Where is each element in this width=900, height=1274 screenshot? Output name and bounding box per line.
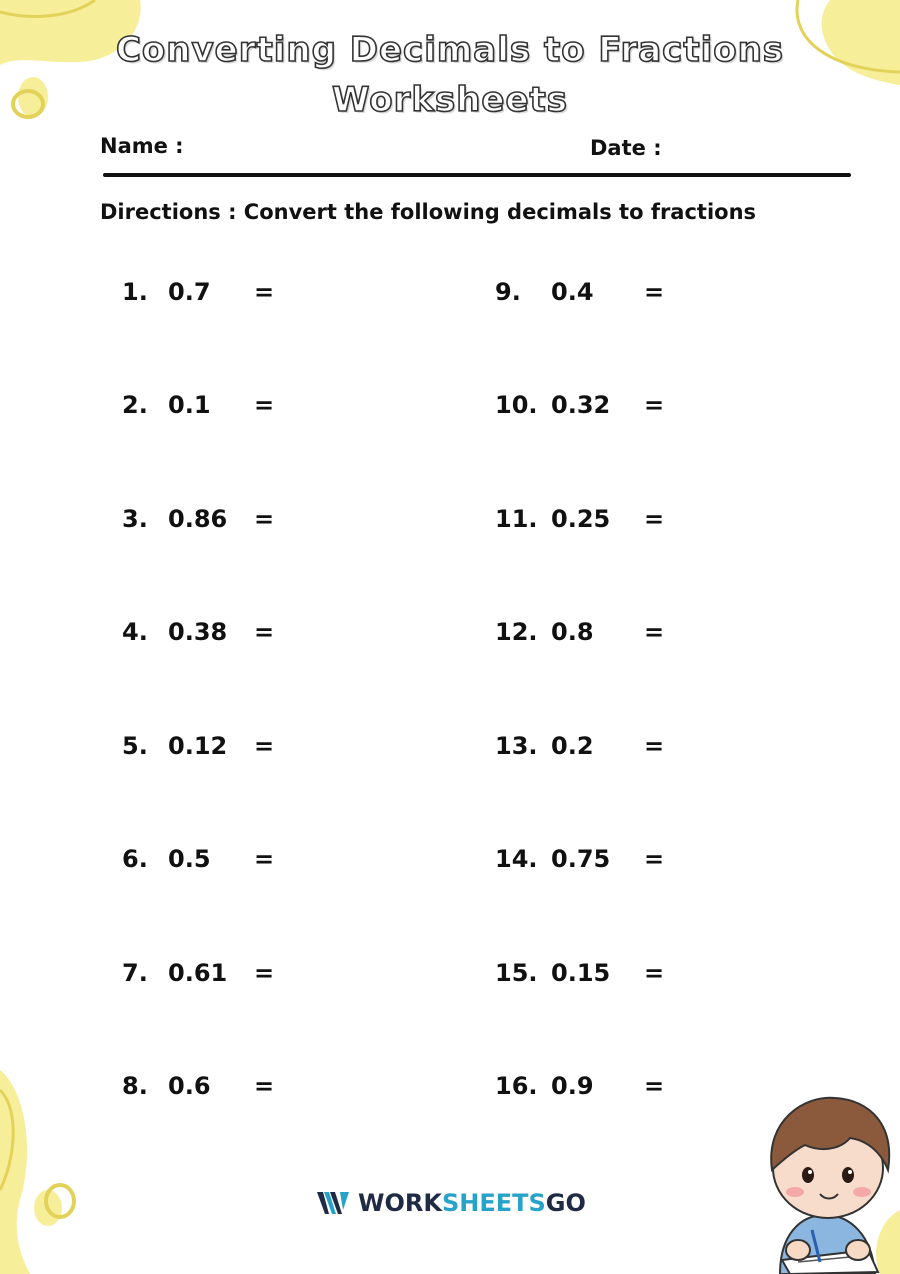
problem-decimal: 0.6	[168, 1072, 211, 1100]
problem-equals: =	[644, 278, 665, 306]
problem-decimal: 0.4	[551, 278, 594, 306]
problem-equals: =	[644, 1072, 665, 1100]
problem-decimal: 0.7	[168, 278, 211, 306]
problem-item	[122, 1072, 322, 1102]
worksheet-title-line2: Worksheets	[331, 80, 569, 120]
worksheet-title-line1: Converting Decimals to Fractions	[115, 30, 785, 70]
problem-item	[122, 391, 322, 421]
problem-number: 11.	[495, 505, 538, 533]
problem-decimal: 0.1	[168, 391, 211, 419]
problem-item	[495, 618, 695, 648]
problem-number: 14.	[495, 845, 538, 873]
problem-item	[122, 278, 322, 308]
problem-decimal: 0.2	[551, 732, 594, 760]
directions-text: Directions : Convert the following decimals to fractions	[100, 200, 757, 224]
problem-decimal: 0.8	[551, 618, 594, 646]
header-rule	[103, 173, 851, 177]
problem-item	[122, 618, 322, 648]
problem-equals: =	[254, 505, 275, 533]
problem-number: 10.	[495, 391, 538, 419]
problem-item	[122, 959, 322, 989]
problem-equals: =	[254, 959, 275, 987]
problem-equals: =	[254, 732, 275, 760]
problem-decimal: 0.25	[551, 505, 611, 533]
problem-equals: =	[254, 391, 275, 419]
problem-item	[495, 1072, 695, 1102]
problem-decimal: 0.61	[168, 959, 228, 987]
problem-number: 12.	[495, 618, 538, 646]
problem-equals: =	[644, 618, 665, 646]
name-label: Name :	[100, 134, 184, 158]
problem-decimal: 0.12	[168, 732, 228, 760]
problem-decimal: 0.32	[551, 391, 611, 419]
problem-decimal: 0.38	[168, 618, 228, 646]
bottom-left-decoration	[0, 1060, 90, 1274]
problem-number: 5.	[122, 732, 148, 760]
problem-item	[495, 845, 695, 875]
worksheetsgo-logo	[316, 1185, 586, 1221]
problem-item	[495, 278, 695, 308]
problem-number: 6.	[122, 845, 148, 873]
problem-decimal: 0.75	[551, 845, 611, 873]
problem-decimal: 0.5	[168, 845, 211, 873]
problem-item	[122, 845, 322, 875]
problem-equals: =	[644, 391, 665, 419]
problem-equals: =	[254, 845, 275, 873]
problem-number: 8.	[122, 1072, 148, 1100]
problem-number: 1.	[122, 278, 148, 306]
problem-number: 7.	[122, 959, 148, 987]
problem-item	[495, 959, 695, 989]
problem-number: 4.	[122, 618, 148, 646]
problem-equals: =	[644, 845, 665, 873]
problem-number: 13.	[495, 732, 538, 760]
problem-equals: =	[644, 505, 665, 533]
problem-number: 16.	[495, 1072, 538, 1100]
problem-equals: =	[254, 618, 275, 646]
brand-work: WORK	[358, 1189, 442, 1217]
problem-item	[122, 732, 322, 762]
date-label: Date :	[590, 136, 662, 160]
problem-item	[495, 505, 695, 535]
problem-decimal: 0.86	[168, 505, 228, 533]
brand-go: GO	[545, 1189, 586, 1217]
problem-number: 2.	[122, 391, 148, 419]
worksheetsgo-w-logo-icon	[316, 1190, 350, 1216]
problem-number: 15.	[495, 959, 538, 987]
boy-writing-illustration-icon	[750, 1090, 900, 1274]
problem-decimal: 0.9	[551, 1072, 594, 1100]
problem-decimal: 0.15	[551, 959, 611, 987]
problem-equals: =	[254, 278, 275, 306]
problem-number: 3.	[122, 505, 148, 533]
problem-item	[495, 391, 695, 421]
problem-item	[122, 505, 322, 535]
brand-sheets: SHEETS	[441, 1189, 546, 1217]
problem-number: 9.	[495, 278, 521, 306]
problem-item	[495, 732, 695, 762]
problem-equals: =	[254, 1072, 275, 1100]
problem-equals: =	[644, 732, 665, 760]
problem-equals: =	[644, 959, 665, 987]
